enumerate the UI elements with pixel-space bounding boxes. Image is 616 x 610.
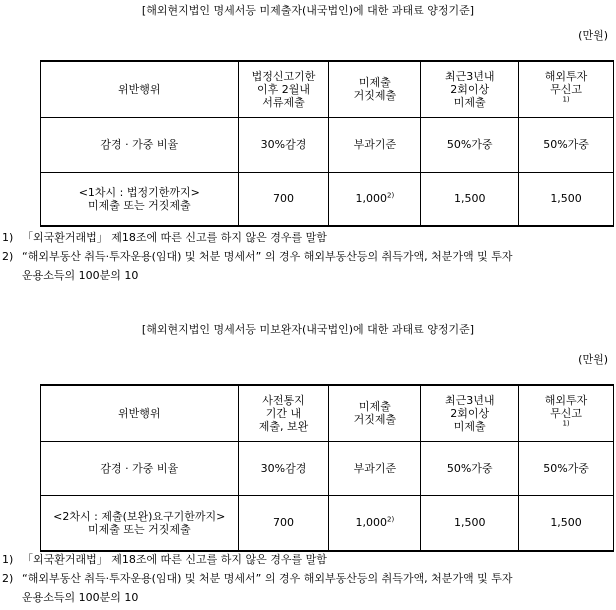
table1-adjust-value: 50%가중 <box>421 117 519 172</box>
table1-header-col1: 법정신고기한 이후 2월내 서류제출 <box>238 61 329 117</box>
table2-second-value: 1,500 <box>421 495 519 551</box>
table2-header-col1: 사전통지 기간 내 제출, 보완 <box>238 385 329 441</box>
table2 <box>40 384 614 552</box>
footnote: 2) “해외부동산 취득·투자운용(임대) 및 처분 명세서” 의 경우 해외부동산등의 취득가액, 처분가액 및 투자 <box>2 572 513 585</box>
table2-title: [해외현지법인 명세서등 미보완자(내국법인)에 대한 과태료 양정기준] <box>141 323 475 336</box>
table2-second-value: 1,000$^{2)}$ <box>329 495 421 551</box>
table1-adjust-value: 30%감경 <box>238 117 329 172</box>
table2-second-row <box>41 495 614 551</box>
table1-unit: (만원) <box>578 29 608 42</box>
table2-second-value: 700 <box>238 495 329 551</box>
table2-second-label: <2차시 : 제출(보완)요구기한까지> 미제출 또는 거짓제출 <box>41 495 239 551</box>
table2-footnotes <box>0 550 512 607</box>
table1-adjust-label: 감경 · 가중 비율 <box>41 117 239 172</box>
table1-first-value: 700 <box>238 172 329 226</box>
table1-first-label: <1차시 : 법정기한까지> 미제출 또는 거짓제출 <box>41 172 239 226</box>
table1-header-col3: 최근3년내 2회이상 미제출 <box>421 61 519 117</box>
table1-adjust-value: 50%가중 <box>519 117 614 172</box>
table1-adjust-value: 부과기준 <box>329 117 421 172</box>
footnote-continuation: 운용소득의 100분의 10 <box>22 591 139 604</box>
table1-header-row <box>41 61 614 117</box>
table1 <box>40 60 614 227</box>
table1-footnotes <box>0 228 512 285</box>
table1-adjust-row <box>41 117 614 172</box>
table2-adjust-row <box>41 441 614 495</box>
table1-first-row <box>41 172 614 226</box>
table1-header-violation: 위반행위 <box>41 61 239 117</box>
table2-adjust-value: 50%가중 <box>421 441 519 495</box>
footnote: 2) “해외부동산 취득·투자운용(임대) 및 처분 명세서” 의 경우 해외부동산등의 취득가액, 처분가액 및 투자 <box>2 250 513 263</box>
table1-title: [해외현지법인 명세서등 미제출자(내국법인)에 대한 과태료 양정기준] <box>141 4 475 17</box>
table2-adjust-value: 부과기준 <box>329 441 421 495</box>
table2-unit: (만원) <box>578 353 608 366</box>
footnote-continuation: 운용소득의 100분의 10 <box>22 269 139 282</box>
table2-adjust-value: 30%감경 <box>238 441 329 495</box>
table2-header-col2: 미제출 거짓제출 <box>329 385 421 441</box>
table2-header-violation: 위반행위 <box>41 385 239 441</box>
table2-header-col3: 최근3년내 2회이상 미제출 <box>421 385 519 441</box>
table2-second-value: 1,500 <box>519 495 614 551</box>
table2-header-col4: 해외투자 무신고 $^{1)}$ <box>519 385 614 441</box>
table1-header-col4: 해외투자 무신고 $^{1)}$ <box>519 61 614 117</box>
table1-first-value: 1,500 <box>519 172 614 226</box>
table1-first-value: 1,500 <box>421 172 519 226</box>
footnote: 1) 「외국환거래법」 제18조에 따른 신고를 하지 않은 경우를 말함 <box>2 231 327 244</box>
table1-header-col2: 미제출 거짓제출 <box>329 61 421 117</box>
table2-adjust-label: 감경 · 가중 비율 <box>41 441 239 495</box>
table1-first-value: 1,000$^{2)}$ <box>329 172 421 226</box>
footnote: 1) 「외국환거래법」 제18조에 따른 신고를 하지 않은 경우를 말함 <box>2 553 327 566</box>
table2-adjust-value: 50%가중 <box>519 441 614 495</box>
table2-header-row <box>41 385 614 441</box>
